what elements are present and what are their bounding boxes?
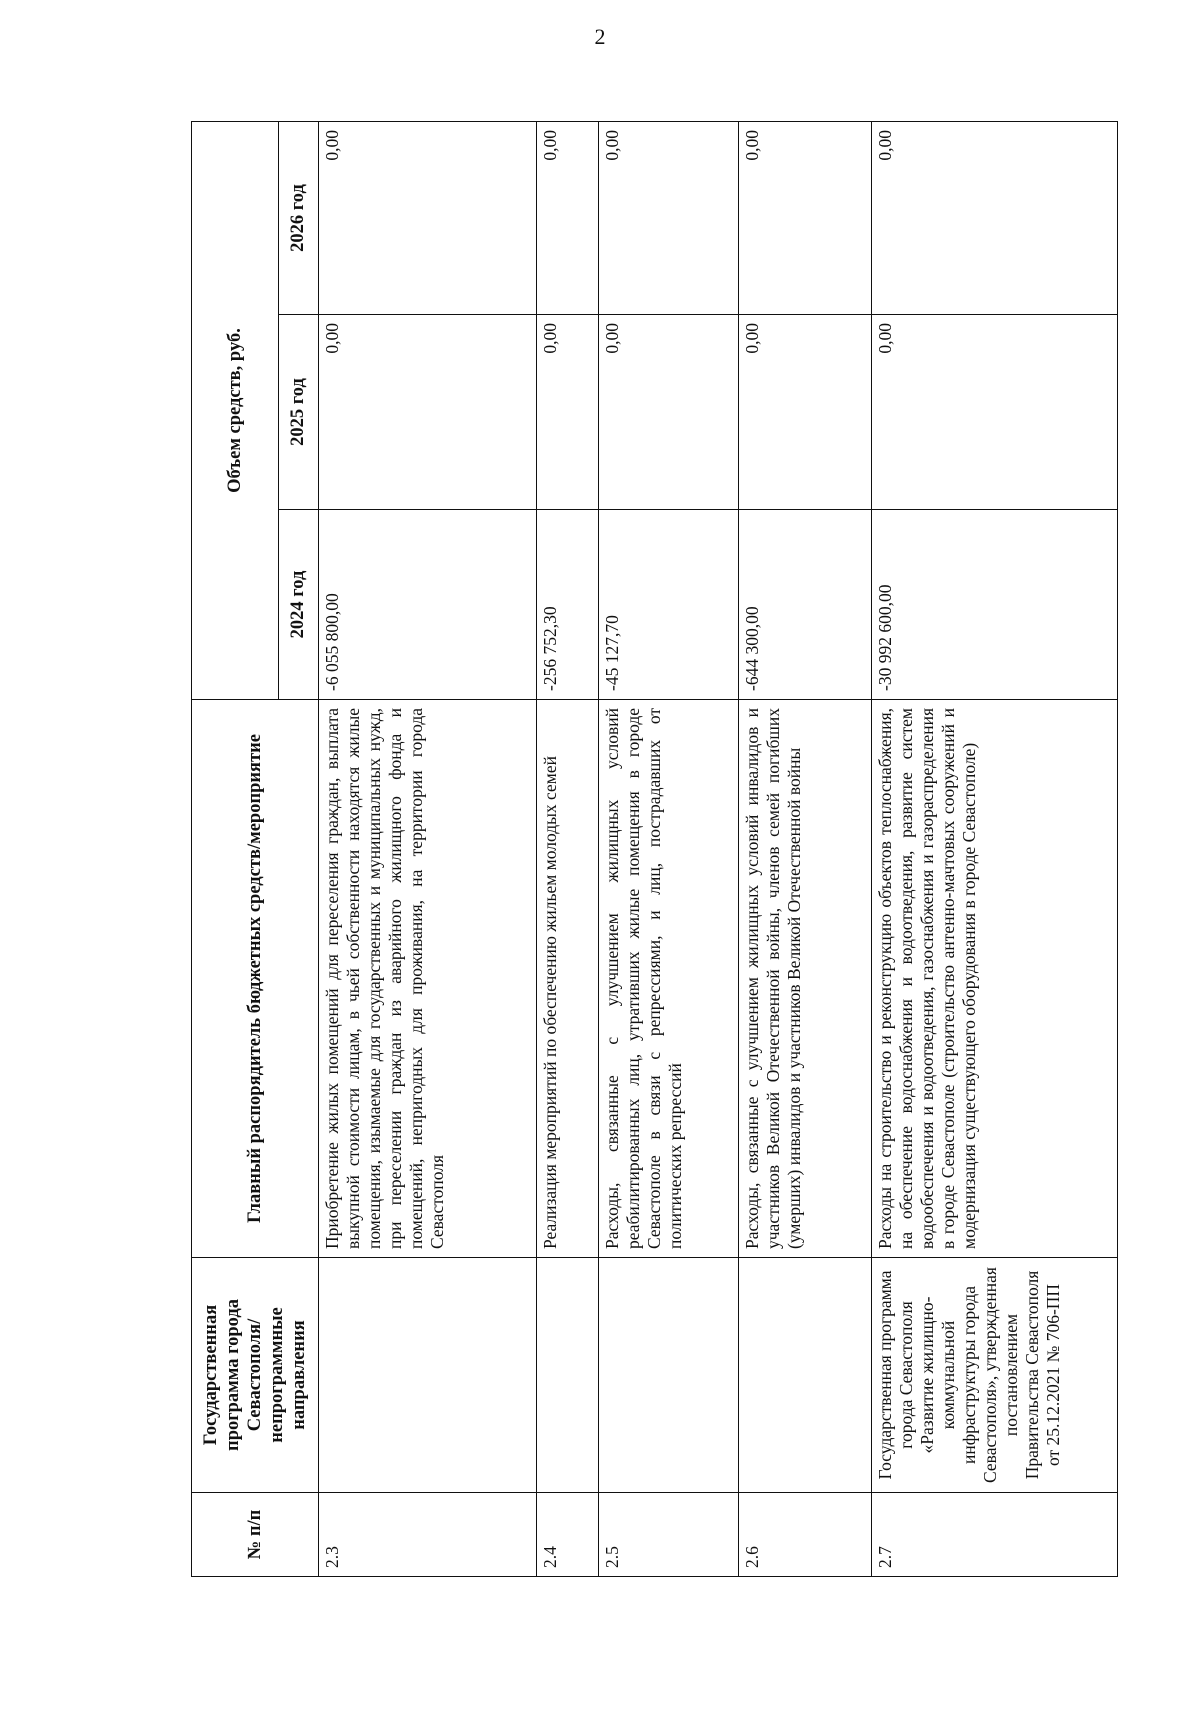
row-value-2024: -45 127,70 — [599, 510, 739, 700]
header-num: № п/п — [192, 1493, 319, 1577]
header-year-2026: 2026 год — [279, 121, 319, 314]
rotated-table-container — [191, 122, 1117, 1577]
header-program: Государственная программа города Севастополя/ непрограммные направления — [192, 1258, 319, 1493]
row-description: Расходы, связанные с улучшением жилищных условий реабилитированных лиц, утративших жилые помещения в городе Севастополе в связи с репрессиями, и лиц, пострадавших от политических репрессий — [599, 700, 739, 1258]
header-volume: Объем средств, руб. — [192, 121, 279, 699]
row-program: Государственная программа города Севастополя «Развитие жилищно-коммунальной инфраструктуры города Севастополя», утвержденная постановлением Правительства Севастополя от 25.12.2021 № 706-ПП — [872, 1258, 1118, 1493]
row-value-2025: 0,00 — [319, 315, 537, 510]
row-program — [739, 1258, 872, 1493]
row-program — [599, 1258, 739, 1493]
row-value-2025: 0,00 — [599, 315, 739, 510]
page-number: 2 — [594, 24, 606, 49]
row-value-2026: 0,00 — [319, 121, 537, 314]
row-number: 2.6 — [739, 1493, 872, 1577]
table-row — [739, 121, 872, 1576]
row-number: 2.3 — [319, 1493, 537, 1577]
row-value-2024: -6 055 800,00 — [319, 510, 537, 700]
table-row — [319, 121, 537, 1576]
header-manager: Главный распорядитель бюджетных средств/мероприятие — [192, 700, 319, 1258]
row-description: Расходы на строительство и реконструкцию объектов теплоснабжения, на обеспечение водоснабжения и водоотведения, развитие систем водообеспечения и водоотведения, газоснабжения и газораспределения в городе Севастополе (строительство антенно-мачтовых сооружений и модернизация существующего оборудования в городе Севастополе) — [872, 700, 1118, 1258]
table-row — [599, 121, 739, 1576]
row-number: 2.4 — [537, 1493, 599, 1577]
header-year-2025: 2025 год — [279, 315, 319, 510]
row-description: Реализация мероприятий по обеспечению жильем молодых семей — [537, 700, 599, 1258]
row-value-2026: 0,00 — [739, 121, 872, 314]
row-number: 2.7 — [872, 1493, 1118, 1577]
row-value-2026: 0,00 — [599, 121, 739, 314]
row-value-2025: 0,00 — [872, 315, 1118, 510]
row-value-2026: 0,00 — [872, 121, 1118, 314]
row-value-2024: -644 300,00 — [739, 510, 872, 700]
row-value-2025: 0,00 — [537, 315, 599, 510]
row-description: Расходы, связанные с улучшением жилищных условий инвалидов и участников Великой Отечественной войны, членов семей погибших (умерших) инвалидов и участников Великой Отечественной войны — [739, 700, 872, 1258]
row-program — [537, 1258, 599, 1493]
row-value-2024: -30 992 600,00 — [872, 510, 1118, 700]
row-value-2026: 0,00 — [537, 121, 599, 314]
budget-table — [191, 121, 1118, 1577]
row-description: Приобретение жилых помещений для переселения граждан, выплата выкупной стоимости лицам, в чьей собственности находятся жилые помещения, изымаемые для государственных и муниципальных нужд, при переселении граждан из аварийного жилищного фонда и помещений, непригодных для проживания, на территории города Севастополя — [319, 700, 537, 1258]
row-number: 2.5 — [599, 1493, 739, 1577]
table-row — [872, 121, 1118, 1576]
row-program — [319, 1258, 537, 1493]
header-year-2024: 2024 год — [279, 510, 319, 700]
row-value-2024: -256 752,30 — [537, 510, 599, 700]
row-value-2025: 0,00 — [739, 315, 872, 510]
table-row — [537, 121, 599, 1576]
